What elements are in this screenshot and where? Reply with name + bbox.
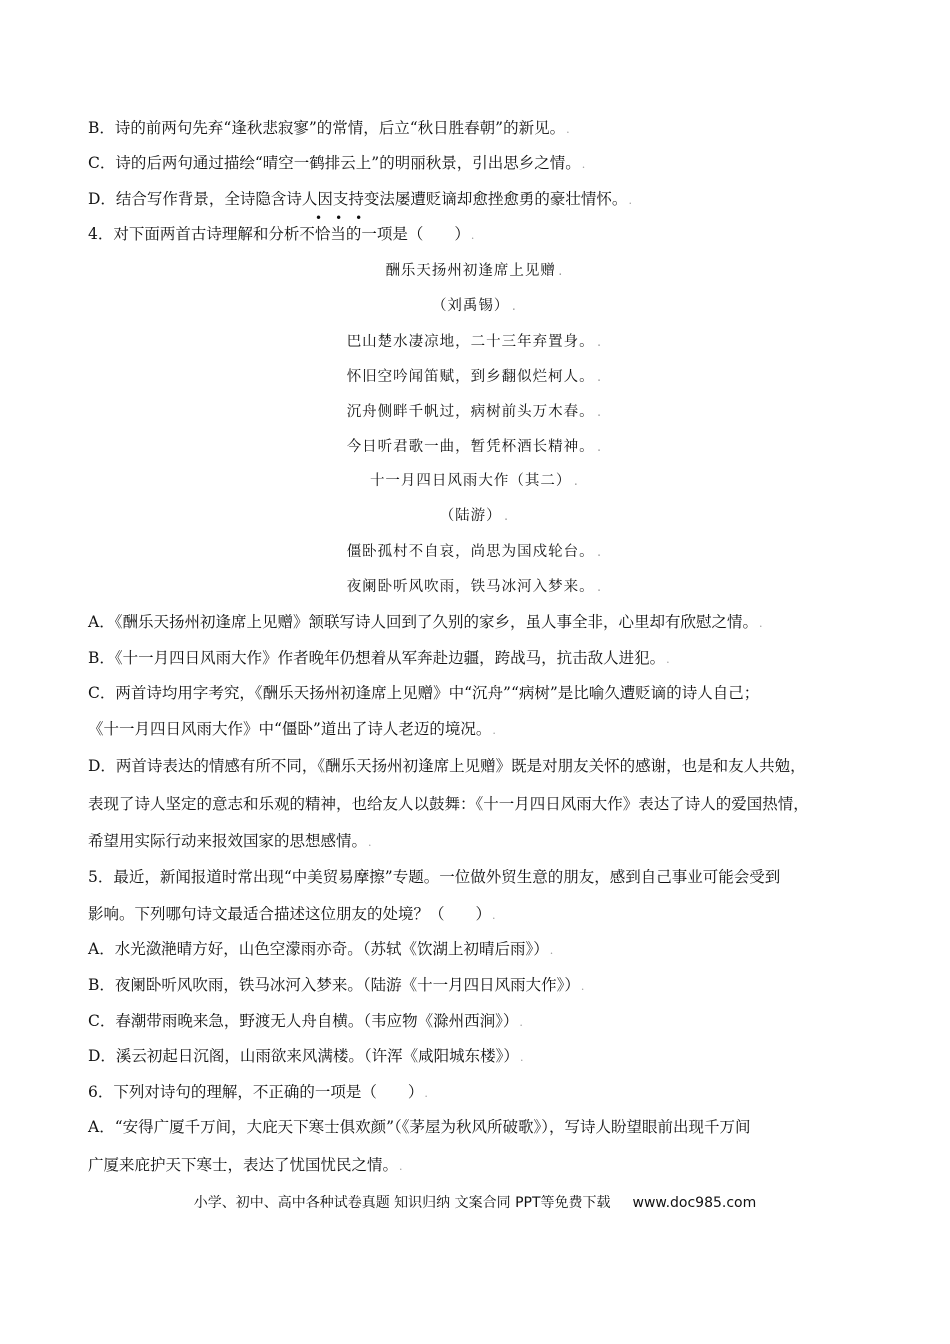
option-4c bbox=[88, 683, 759, 703]
poem1-line bbox=[0, 367, 950, 388]
paragraph-mark: . bbox=[595, 336, 604, 349]
option-4d-cont bbox=[88, 794, 809, 814]
option-text: C．两首诗均用字考究，《酬乐天扬州初逢席上见赠》中“沉舟”“病树”是比喻久遭贬谪的诗人自己； bbox=[88, 684, 760, 702]
poem1-line bbox=[0, 437, 950, 458]
paragraph-mark: . bbox=[595, 546, 604, 559]
paragraph-mark: . bbox=[470, 229, 475, 242]
option-3d bbox=[88, 189, 632, 211]
option-text: D．两首诗表达的情感有所不同，《酬乐天扬州初逢席上见赠》既是对朋友关怀的感谢，也是和友人共勉， bbox=[88, 757, 806, 775]
option-6a bbox=[88, 1117, 751, 1137]
paragraph-mark: . bbox=[549, 944, 554, 957]
poem1-title bbox=[0, 261, 950, 282]
poem-line-text: 僵卧孤村不自哀，尚思为国戍轮台。 bbox=[346, 544, 595, 560]
poem2-line bbox=[0, 542, 950, 563]
option-5d bbox=[88, 1046, 523, 1068]
option-text: 广厦来庇护天下寒士，表达了忧国忧民之情。 bbox=[88, 1156, 399, 1174]
paragraph-mark: . bbox=[510, 300, 519, 313]
paragraph-mark: . bbox=[580, 980, 585, 993]
option-text: A．“安得广厦千万间，大庇天下寒士俱欢颜”（《茅屋为秋风所破歌》），写诗人盼望眼前出现千万间 bbox=[88, 1118, 751, 1136]
question-text: 4．对下面两首古诗理解和分析不恰当的一项是（ ） bbox=[88, 225, 470, 243]
poem-author-text: （陆游） bbox=[439, 508, 502, 524]
option-5c bbox=[88, 1011, 523, 1033]
question-text: 5．最近，新闻报道时常出现“中美贸易摩擦”专题。一位做外贸生意的朋友，感到自己事业可能会受到 bbox=[88, 868, 781, 886]
footer-url[interactable]: www.doc985.com bbox=[632, 1195, 757, 1211]
paragraph-mark: . bbox=[519, 1051, 524, 1064]
poem2-line bbox=[0, 577, 950, 598]
option-5a bbox=[88, 939, 553, 961]
poem-line-text: 沉舟侧畔千帆过，病树前头万木春。 bbox=[346, 404, 595, 420]
paragraph-mark: . bbox=[424, 1087, 428, 1100]
poem1-author bbox=[0, 296, 950, 317]
option-text: A．水光潋滟晴方好，山色空濛雨亦奇。（苏轼《饮湖上初晴后雨》） bbox=[88, 940, 549, 958]
poem-title-text: 酬乐天扬州初逢席上见赠 bbox=[385, 263, 556, 279]
page-footer bbox=[0, 1192, 950, 1212]
paragraph-mark: . bbox=[595, 441, 604, 454]
option-text: 《十一月四日风雨大作》中“僵卧”道出了诗人老迈的境况。 bbox=[88, 720, 492, 738]
option-text: B．诗的前两句先弃“逢秋悲寂寥”的常情，后立“秋日胜春朝”的新见。 bbox=[88, 119, 566, 137]
poem-line-text: 夜阑卧听风吹雨，铁马冰河入梦来。 bbox=[346, 579, 595, 595]
poem1-line bbox=[0, 402, 950, 423]
paragraph-mark: . bbox=[368, 836, 372, 849]
poem-line-text: 怀旧空吟闻笛赋，到乡翻似烂柯人。 bbox=[346, 369, 595, 385]
paragraph-mark: . bbox=[595, 581, 604, 594]
option-text: 希望用实际行动来报效国家的思想感情。 bbox=[88, 832, 368, 850]
option-4d-cont bbox=[88, 831, 372, 853]
question-6 bbox=[88, 1082, 428, 1104]
option-4a bbox=[88, 612, 762, 634]
question-5-cont bbox=[88, 904, 496, 926]
emphasis-dots: ••• bbox=[315, 211, 376, 225]
paragraph-mark: . bbox=[502, 510, 511, 523]
poem-author-text: （刘禹锡） bbox=[431, 298, 510, 314]
question-text: 影响。下列哪句诗文最适合描述这位朋友的处境？（ ） bbox=[88, 905, 492, 923]
paragraph-mark: . bbox=[581, 158, 586, 171]
poem2-author bbox=[0, 506, 950, 527]
poem-title-text: 十一月四日风雨大作（其二） bbox=[369, 473, 572, 489]
option-text: D．结合写作背景，全诗隐含诗人因支持变法屡遭贬谪却愈挫愈勇的豪壮情怀。 bbox=[88, 190, 628, 208]
option-text: B．夜阑卧听风吹雨，铁马冰河入梦来。（陆游《十一月四日风雨大作》） bbox=[88, 976, 580, 994]
option-4b bbox=[88, 648, 670, 670]
paragraph-mark: . bbox=[399, 1160, 403, 1173]
paragraph-mark: . bbox=[758, 617, 763, 630]
option-text: C．春潮带雨晚来急，野渡无人舟自横。（韦应物《滁州西涧》） bbox=[88, 1012, 519, 1030]
poem-line-text: 巴山楚水凄凉地，二十三年弃置身。 bbox=[346, 334, 595, 350]
poem1-line bbox=[0, 332, 950, 353]
question-text: 6．下列对诗句的理解，不正确的一项是（ ） bbox=[88, 1083, 424, 1101]
paragraph-mark: . bbox=[595, 371, 604, 384]
option-4c-cont bbox=[88, 719, 496, 741]
option-3b bbox=[88, 118, 570, 140]
option-text: 表现了诗人坚定的意志和乐观的精神，也给友人以鼓舞：《十一月四日风雨大作》表达了诗人的爱国热情， bbox=[88, 795, 809, 813]
question-5 bbox=[88, 867, 780, 887]
paragraph-mark: . bbox=[556, 265, 565, 278]
poem2-title bbox=[0, 471, 950, 492]
option-text: A．《酬乐天扬州初逢席上见赠》颔联写诗人回到了久别的家乡，虽人事全非，心里却有欣慰之情。 bbox=[88, 613, 758, 631]
option-text: B．《十一月四日风雨大作》作者晚年仍想着从军奔赴边疆，跨战马，抗击敌人进犯。 bbox=[88, 649, 666, 667]
option-text: C．诗的后两句通过描绘“晴空一鹤排云上”的明丽秋景，引出思乡之情。 bbox=[88, 154, 581, 172]
option-6a-cont bbox=[88, 1155, 403, 1177]
question-4 bbox=[88, 224, 474, 246]
paragraph-mark: . bbox=[566, 123, 570, 136]
option-4d bbox=[88, 756, 806, 776]
paragraph-mark: . bbox=[628, 194, 632, 207]
poem-line-text: 今日听君歌一曲，暂凭杯酒长精神。 bbox=[346, 439, 595, 455]
footer-text: 小学、初中、高中各种试卷真题 知识归纳 文案合同 PPT等免费下载 bbox=[193, 1195, 611, 1211]
option-5b bbox=[88, 975, 584, 997]
paragraph-mark: . bbox=[519, 1016, 523, 1029]
paragraph-mark: . bbox=[492, 909, 496, 922]
paragraph-mark: . bbox=[572, 475, 581, 488]
option-text: D．溪云初起日沉阁，山雨欲来风满楼。（许浑《咸阳城东楼》） bbox=[88, 1047, 519, 1065]
paragraph-mark: . bbox=[666, 653, 670, 666]
paragraph-mark: . bbox=[595, 406, 604, 419]
paragraph-mark: . bbox=[492, 724, 496, 737]
option-3c bbox=[88, 153, 585, 175]
